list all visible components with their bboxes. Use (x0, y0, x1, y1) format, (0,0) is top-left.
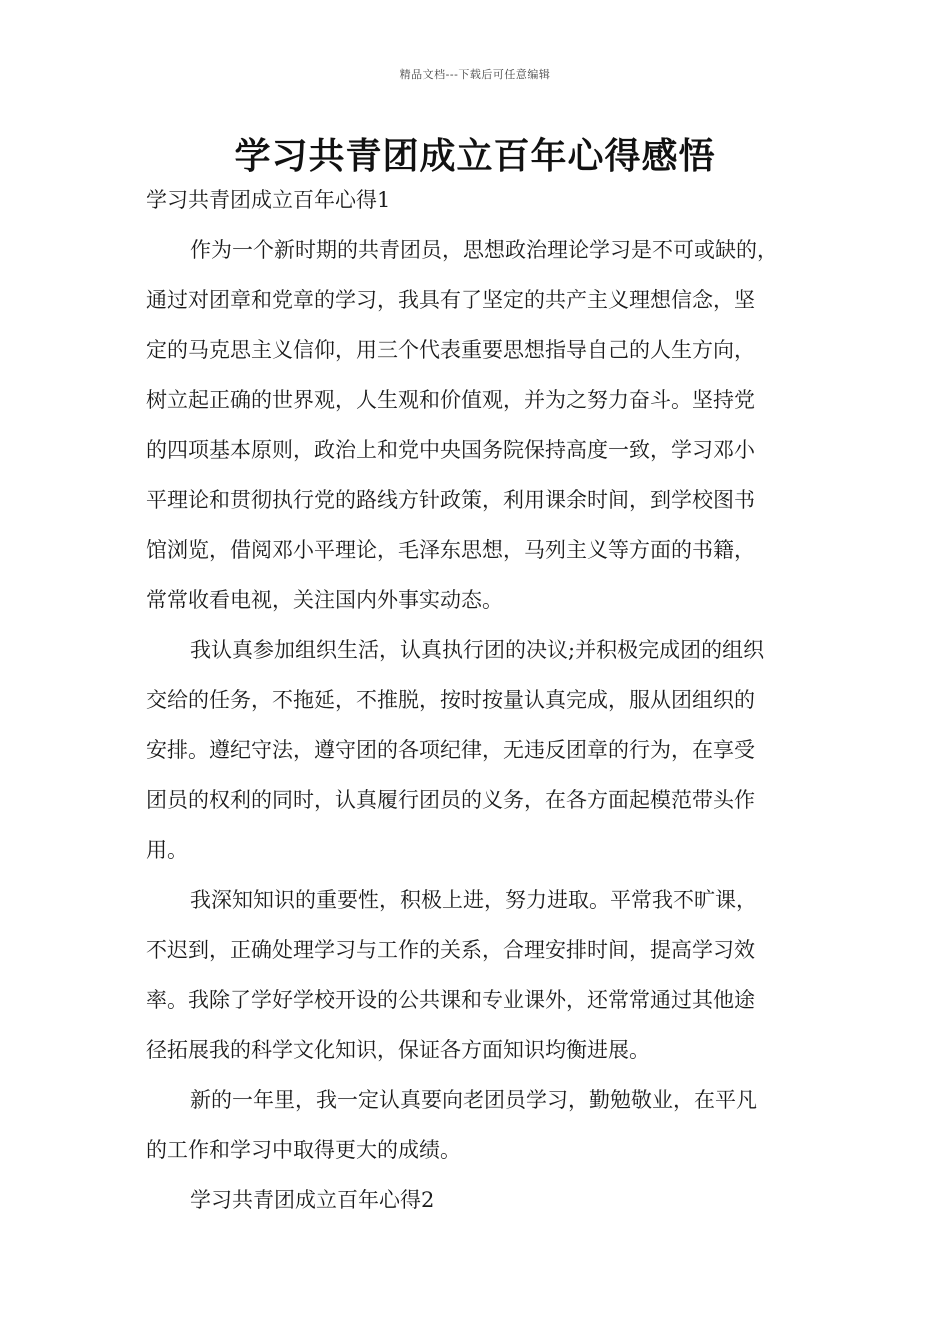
paragraph (146, 1082, 818, 1182)
paragraph-line: 安排。遵纪守法，遵守团的各项纪律，无违反团章的行为，在享受 (146, 738, 755, 762)
paragraph-line: 率。我除了学好学校开设的公共课和专业课外，还常常通过其他途 (146, 988, 755, 1012)
paragraph-line: 我认真参加组织生活，认真执行团的决议;并积极完成团的组织 (190, 638, 765, 662)
paragraph (146, 882, 818, 1082)
document-body (146, 182, 818, 1232)
paragraph-line: 作为一个新时期的共青团员，思想政治理论学习是不可或缺的， (190, 238, 778, 262)
paragraph-line: 通过对团章和党章的学习，我具有了坚定的共产主义理想信念，坚 (146, 288, 755, 312)
paragraph-line: 馆浏览，借阅邓小平理论，毛泽东思想，马列主义等方面的书籍， (146, 538, 755, 562)
paragraph-line: 常常收看电视，关注国内外事实动态。 (146, 588, 503, 612)
paragraph-line: 的工作和学习中取得更大的成绩。 (146, 1138, 461, 1162)
paragraph-line: 不迟到，正确处理学习与工作的关系，合理安排时间，提高学习效 (146, 938, 755, 962)
paragraph-line: 我深知知识的重要性，积极上进，努力进取。平常我不旷课， (190, 888, 757, 912)
paragraph-line: 新的一年里，我一定认真要向老团员学习，勤勉敬业，在平凡 (190, 1088, 757, 1112)
header-note: 精品文档---下载后可任意编辑 (399, 68, 551, 81)
paragraph-line: 用。 (146, 838, 188, 862)
paragraph-line: 交给的任务，不拖延，不推脱，按时按量认真完成，服从团组织的 (146, 688, 755, 712)
paragraph-line: 团员的权利的同时，认真履行团员的义务，在各方面起模范带头作 (146, 788, 755, 812)
paragraph-line: 的四项基本原则，政治上和党中央国务院保持高度一致，学习邓小 (146, 438, 755, 462)
section-heading-1: 学习共青团成立百年心得1 (146, 188, 391, 212)
paragraph-line: 定的马克思主义信仰，用三个代表重要思想指导自己的人生方向， (146, 338, 755, 362)
page-title: 学习共青团成立百年心得感悟 (234, 136, 716, 177)
paragraph-line: 径拓展我的科学文化知识，保证各方面知识均衡进展。 (146, 1038, 650, 1062)
paragraph-line: 平理论和贯彻执行党的路线方针政策，利用课余时间，到学校图书 (146, 488, 755, 512)
paragraph-line: 树立起正确的世界观，人生观和价值观，并为之努力奋斗。坚持党 (146, 388, 755, 412)
paragraph (146, 232, 818, 632)
paragraph (146, 632, 818, 882)
paragraphs (146, 232, 818, 1182)
section-heading-2: 学习共青团成立百年心得2 (190, 1188, 435, 1212)
